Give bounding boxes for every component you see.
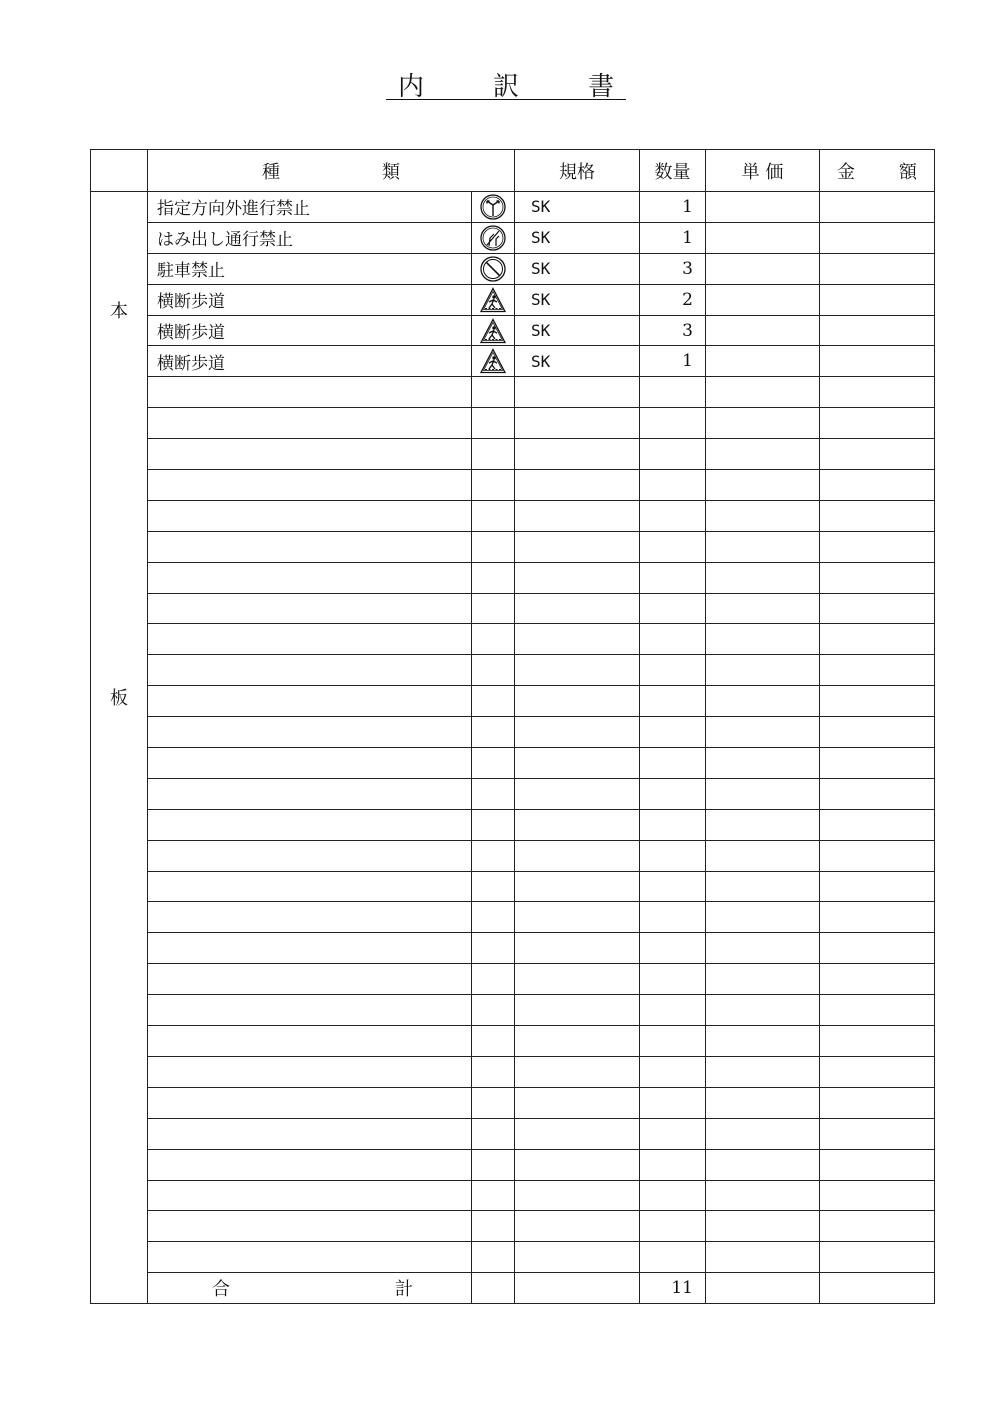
item-spec: [515, 995, 640, 1026]
header-unit-price: 単 価: [706, 150, 820, 192]
item-amount: [820, 192, 935, 223]
item-unit-price: [706, 871, 820, 902]
side-label-bottom: 板: [110, 688, 128, 709]
empty-row: [91, 686, 935, 717]
empty-row: [91, 408, 935, 439]
item-qty: [640, 748, 706, 779]
item-qty: [640, 593, 706, 624]
empty-row: [91, 717, 935, 748]
item-row: [91, 192, 935, 223]
item-unit-price: [706, 1087, 820, 1118]
item-name: [148, 686, 472, 717]
item-qty: [640, 995, 706, 1026]
item-spec: [515, 1149, 640, 1180]
item-spec: SK: [515, 346, 640, 377]
item-spec: [515, 439, 640, 470]
empty-row: [91, 964, 935, 995]
item-unit-price: [706, 717, 820, 748]
item-name: [148, 871, 472, 902]
item-name: [148, 439, 472, 470]
item-unit-price: [706, 964, 820, 995]
item-spec: [515, 408, 640, 439]
item-spec: [515, 531, 640, 562]
pedestrian-crossing-sign-icon: [480, 318, 506, 344]
item-amount: [820, 1180, 935, 1211]
item-amount: [820, 315, 935, 346]
item-unit-price: [706, 655, 820, 686]
item-qty: [640, 1087, 706, 1118]
item-amount: [820, 686, 935, 717]
empty-row: [91, 933, 935, 964]
item-spec: SK: [515, 253, 640, 284]
item-name: [148, 1242, 472, 1273]
item-qty: [640, 655, 706, 686]
empty-row: [91, 655, 935, 686]
item-row: [91, 284, 935, 315]
item-icon-cell: [472, 902, 515, 933]
item-qty: 3: [640, 253, 706, 284]
item-amount: [820, 562, 935, 593]
header-kind-b: 類: [382, 161, 400, 183]
empty-row: [91, 562, 935, 593]
item-qty: [640, 778, 706, 809]
empty-row: [91, 902, 935, 933]
item-row: [91, 222, 935, 253]
no-overtaking-sign-icon: [480, 225, 506, 251]
item-qty: [640, 964, 706, 995]
item-icon-cell: [472, 686, 515, 717]
item-icon-cell: [472, 408, 515, 439]
item-amount: [820, 871, 935, 902]
empty-row: [91, 748, 935, 779]
item-name: [148, 655, 472, 686]
item-spec: [515, 1118, 640, 1149]
item-amount: [820, 593, 935, 624]
item-name: はみ出し通行禁止: [148, 222, 472, 253]
item-qty: [640, 933, 706, 964]
item-icon-cell: [472, 346, 515, 377]
item-unit-price: [706, 1149, 820, 1180]
item-spec: [515, 1056, 640, 1087]
title-char: 内: [398, 72, 425, 102]
item-spec: [515, 470, 640, 501]
item-unit-price: [706, 408, 820, 439]
item-name: 駐車禁止: [148, 253, 472, 284]
item-spec: [515, 593, 640, 624]
item-spec: [515, 778, 640, 809]
item-qty: [640, 1180, 706, 1211]
item-name: [148, 748, 472, 779]
item-spec: SK: [515, 315, 640, 346]
item-unit-price: [706, 624, 820, 655]
item-unit-price: [706, 902, 820, 933]
empty-row: [91, 1118, 935, 1149]
item-qty: [640, 902, 706, 933]
total-icon-cell: [472, 1273, 515, 1304]
item-name: [148, 840, 472, 871]
document-title: [386, 72, 626, 100]
item-spec: [515, 748, 640, 779]
item-amount: [820, 717, 935, 748]
item-name: [148, 1211, 472, 1242]
item-unit-price: [706, 778, 820, 809]
item-spec: [515, 902, 640, 933]
item-name: [148, 1087, 472, 1118]
item-amount: [820, 809, 935, 840]
item-icon-cell: [472, 531, 515, 562]
item-icon-cell: [472, 500, 515, 531]
total-row: [91, 1273, 935, 1304]
item-icon-cell: [472, 717, 515, 748]
item-icon-cell: [472, 1149, 515, 1180]
item-icon-cell: [472, 377, 515, 408]
item-qty: [640, 500, 706, 531]
item-amount: [820, 500, 935, 531]
item-qty: [640, 624, 706, 655]
item-unit-price: [706, 1056, 820, 1087]
item-amount: [820, 1242, 935, 1273]
item-icon-cell: [472, 1087, 515, 1118]
item-icon-cell: [472, 284, 515, 315]
item-icon-cell: [472, 593, 515, 624]
item-spec: SK: [515, 222, 640, 253]
item-qty: 3: [640, 315, 706, 346]
item-unit-price: [706, 284, 820, 315]
empty-row: [91, 1149, 935, 1180]
item-qty: [640, 717, 706, 748]
item-amount: [820, 778, 935, 809]
total-label: [148, 1275, 471, 1301]
item-icon-cell: [472, 840, 515, 871]
empty-row: [91, 1242, 935, 1273]
item-amount: [820, 1118, 935, 1149]
item-name: [148, 778, 472, 809]
item-amount: [820, 624, 935, 655]
item-unit-price: [706, 1242, 820, 1273]
item-qty: [640, 439, 706, 470]
item-name: [148, 500, 472, 531]
item-name: 指定方向外進行禁止: [148, 192, 472, 223]
item-unit-price: [706, 1211, 820, 1242]
header-amount: [820, 150, 935, 192]
side-label-top: 本: [110, 301, 128, 322]
header-blank-cell: [91, 150, 148, 192]
item-name: [148, 408, 472, 439]
item-icon-cell: [472, 655, 515, 686]
item-unit-price: [706, 995, 820, 1026]
item-icon-cell: [472, 315, 515, 346]
item-name: [148, 1118, 472, 1149]
item-spec: SK: [515, 284, 640, 315]
item-unit-price: [706, 315, 820, 346]
item-name: [148, 902, 472, 933]
item-icon-cell: [472, 1056, 515, 1087]
empty-row: [91, 1180, 935, 1211]
total-spec: [515, 1273, 640, 1304]
item-spec: [515, 1242, 640, 1273]
item-qty: [640, 809, 706, 840]
item-icon-cell: [472, 253, 515, 284]
item-qty: [640, 1149, 706, 1180]
item-qty: 1: [640, 346, 706, 377]
item-amount: [820, 1211, 935, 1242]
empty-row: [91, 531, 935, 562]
item-unit-price: [706, 809, 820, 840]
item-qty: [640, 686, 706, 717]
total-amount: [820, 1273, 935, 1304]
item-icon-cell: [472, 222, 515, 253]
item-amount: [820, 408, 935, 439]
item-amount: [820, 655, 935, 686]
item-name: 横断歩道: [148, 284, 472, 315]
item-qty: [640, 562, 706, 593]
item-spec: [515, 624, 640, 655]
item-unit-price: [706, 531, 820, 562]
breakdown-table: [90, 149, 935, 1304]
item-unit-price: [706, 470, 820, 501]
item-spec: [515, 655, 640, 686]
item-icon-cell: [472, 192, 515, 223]
item-qty: [640, 1118, 706, 1149]
item-name: [148, 562, 472, 593]
item-icon-cell: [472, 809, 515, 840]
no-parking-sign-icon: [480, 256, 506, 282]
item-unit-price: [706, 253, 820, 284]
item-spec: [515, 1026, 640, 1057]
item-unit-price: [706, 1118, 820, 1149]
item-icon-cell: [472, 995, 515, 1026]
empty-row: [91, 624, 935, 655]
item-qty: [640, 470, 706, 501]
item-icon-cell: [472, 439, 515, 470]
item-name: 横断歩道: [148, 346, 472, 377]
item-unit-price: [706, 439, 820, 470]
item-spec: [515, 562, 640, 593]
item-icon-cell: [472, 470, 515, 501]
empty-row: [91, 593, 935, 624]
item-spec: [515, 500, 640, 531]
item-icon-cell: [472, 1118, 515, 1149]
item-unit-price: [706, 346, 820, 377]
item-amount: [820, 222, 935, 253]
item-spec: [515, 1180, 640, 1211]
item-name: [148, 933, 472, 964]
item-unit-price: [706, 1026, 820, 1057]
item-amount: [820, 1149, 935, 1180]
item-amount: [820, 748, 935, 779]
item-unit-price: [706, 192, 820, 223]
item-amount: [820, 840, 935, 871]
item-unit-price: [706, 1180, 820, 1211]
item-name: [148, 1180, 472, 1211]
item-icon-cell: [472, 1180, 515, 1211]
pedestrian-crossing-sign-icon: [480, 287, 506, 313]
item-amount: [820, 284, 935, 315]
item-amount: [820, 1026, 935, 1057]
item-spec: [515, 717, 640, 748]
item-icon-cell: [472, 748, 515, 779]
item-icon-cell: [472, 933, 515, 964]
item-row: [91, 346, 935, 377]
total-unit-price: [706, 1273, 820, 1304]
item-qty: 1: [640, 222, 706, 253]
item-amount: [820, 531, 935, 562]
title-char: 訳: [492, 72, 519, 102]
item-row: [91, 253, 935, 284]
item-name: [148, 377, 472, 408]
item-spec: [515, 964, 640, 995]
empty-row: [91, 809, 935, 840]
empty-row: [91, 470, 935, 501]
item-qty: [640, 377, 706, 408]
item-name: [148, 964, 472, 995]
item-unit-price: [706, 686, 820, 717]
item-qty: [640, 840, 706, 871]
item-amount: [820, 253, 935, 284]
total-label-a: 合: [212, 1279, 230, 1301]
item-icon-cell: [472, 778, 515, 809]
item-icon-cell: [472, 1211, 515, 1242]
item-amount: [820, 470, 935, 501]
header-kind: [148, 150, 515, 192]
item-name: [148, 809, 472, 840]
item-qty: [640, 408, 706, 439]
item-row: [91, 315, 935, 346]
header-kind-a: 種: [262, 161, 280, 183]
item-unit-price: [706, 562, 820, 593]
item-unit-price: [706, 593, 820, 624]
item-spec: [515, 871, 640, 902]
empty-row: [91, 871, 935, 902]
item-name: [148, 531, 472, 562]
empty-row: [91, 1211, 935, 1242]
empty-row: [91, 1087, 935, 1118]
header-amount-b: 額: [899, 161, 917, 183]
total-label-cell: [148, 1273, 472, 1304]
side-label-cell: [91, 192, 148, 1304]
total-label-b: 計: [395, 1279, 413, 1301]
item-name: [148, 995, 472, 1026]
item-unit-price: [706, 748, 820, 779]
item-amount: [820, 439, 935, 470]
item-icon-cell: [472, 964, 515, 995]
item-amount: [820, 1056, 935, 1087]
empty-row: [91, 1026, 935, 1057]
item-unit-price: [706, 840, 820, 871]
item-amount: [820, 995, 935, 1026]
item-name: [148, 624, 472, 655]
item-qty: [640, 1056, 706, 1087]
item-unit-price: [706, 500, 820, 531]
item-spec: [515, 840, 640, 871]
item-icon-cell: [472, 871, 515, 902]
item-qty: [640, 1026, 706, 1057]
empty-row: [91, 778, 935, 809]
header-amount-a: 金: [837, 161, 855, 183]
item-name: [148, 470, 472, 501]
empty-row: [91, 500, 935, 531]
empty-row: [91, 840, 935, 871]
designated-direction-sign-icon: [480, 194, 506, 220]
item-unit-price: [706, 377, 820, 408]
item-icon-cell: [472, 1026, 515, 1057]
item-name: 横断歩道: [148, 315, 472, 346]
item-amount: [820, 902, 935, 933]
item-qty: [640, 871, 706, 902]
item-amount: [820, 933, 935, 964]
item-spec: [515, 377, 640, 408]
item-name: [148, 1026, 472, 1057]
item-spec: [515, 1087, 640, 1118]
header-spec: 規格: [515, 150, 640, 192]
title-char: 書: [587, 72, 614, 102]
item-name: [148, 717, 472, 748]
empty-row: [91, 439, 935, 470]
item-qty: [640, 1211, 706, 1242]
item-qty: 2: [640, 284, 706, 315]
pedestrian-crossing-sign-icon: [480, 348, 506, 374]
item-unit-price: [706, 933, 820, 964]
item-spec: [515, 1211, 640, 1242]
item-amount: [820, 346, 935, 377]
item-unit-price: [706, 222, 820, 253]
item-name: [148, 1056, 472, 1087]
header-qty: 数量: [640, 150, 706, 192]
item-qty: [640, 1242, 706, 1273]
total-qty: 11: [640, 1273, 706, 1304]
header-row: [91, 150, 935, 192]
empty-row: [91, 377, 935, 408]
item-spec: SK: [515, 192, 640, 223]
item-name: [148, 593, 472, 624]
item-spec: [515, 933, 640, 964]
item-amount: [820, 1087, 935, 1118]
item-amount: [820, 377, 935, 408]
item-icon-cell: [472, 624, 515, 655]
item-icon-cell: [472, 1242, 515, 1273]
empty-row: [91, 995, 935, 1026]
item-spec: [515, 809, 640, 840]
empty-row: [91, 1056, 935, 1087]
item-spec: [515, 686, 640, 717]
item-qty: [640, 531, 706, 562]
item-amount: [820, 964, 935, 995]
item-qty: 1: [640, 192, 706, 223]
item-name: [148, 1149, 472, 1180]
item-icon-cell: [472, 562, 515, 593]
